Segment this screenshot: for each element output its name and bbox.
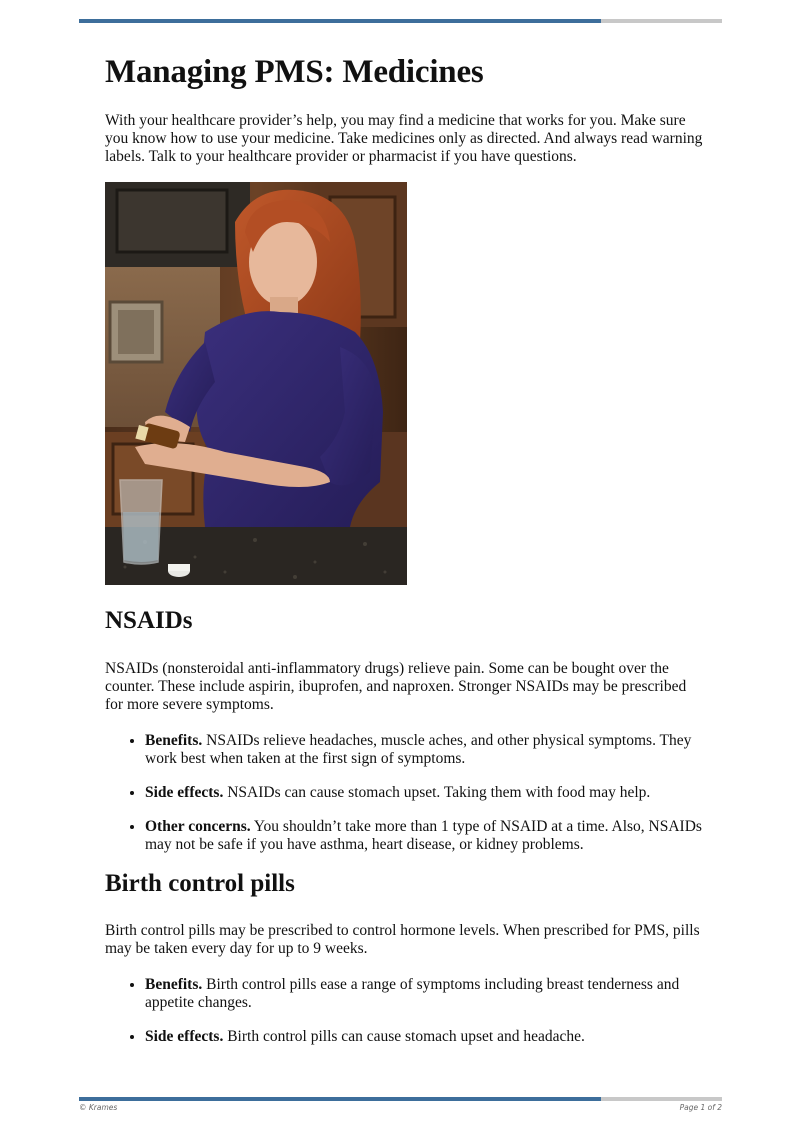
- bullet-label: Side effects.: [145, 1028, 224, 1046]
- list-item: [145, 1028, 705, 1046]
- section-paragraph-birth-control: Birth control pills may be prescribed to control hormone levels. When prescribed for PMS, pills may be taken every day for up to 9 weeks.: [105, 922, 700, 958]
- bullet-text: Birth control pills can cause stomach upset and headache.: [223, 1028, 585, 1046]
- list-item: [145, 818, 705, 854]
- list-item: [145, 784, 705, 802]
- page-number: Page 1 of 2: [679, 1103, 722, 1112]
- top-rule: [79, 19, 722, 23]
- list-item: [145, 976, 705, 1012]
- bullet-label: Benefits.: [145, 976, 203, 994]
- birth-control-list: [105, 976, 705, 1046]
- bullet-label: Other concerns.: [145, 817, 251, 835]
- section-heading-birth-control: Birth control pills: [105, 869, 295, 897]
- intro-paragraph: With your healthcare provider’s help, you may find a medicine that works for you. Make sure you know how to use your medicine. Take medicines only as directed. And always read warning labels. Talk to your healthcare provider or pharmacist if you have questions.: [105, 111, 703, 165]
- page-title: Managing PMS: Medicines: [105, 54, 484, 90]
- copyright-text: © Krames: [79, 1103, 118, 1112]
- bullet-text: Birth control pills ease a range of symptoms including breast tenderness and appetite changes.: [145, 976, 680, 1012]
- section-paragraph-nsaids: NSAIDs (nonsteroidal anti-inflammatory drugs) relieve pain. Some can be bought over the counter. These include aspirin, ibuprofen, and naproxen. Stronger NSAIDs may be prescribed for more severe symptoms.: [105, 659, 687, 713]
- woman-pouring-pills-photo: [105, 182, 407, 585]
- bullet-label: Benefits.: [145, 731, 203, 749]
- nsaids-list: [105, 732, 705, 854]
- bullet-text: NSAIDs relieve headaches, muscle aches, and other physical symptoms. They work best when taken at the first sign of symptoms.: [145, 731, 692, 767]
- bullet-text: NSAIDs can cause stomach upset. Taking them with food may help.: [223, 783, 651, 801]
- section-heading-nsaids: NSAIDs: [105, 606, 193, 634]
- bottom-rule: [79, 1097, 722, 1101]
- bullet-label: Side effects.: [145, 783, 224, 801]
- bullet-text: You shouldn’t take more than 1 type of NSAID at a time. Also, NSAIDs may not be safe if you have asthma, heart disease, or kidney problems.: [145, 817, 702, 853]
- document-body: [105, 54, 705, 1062]
- list-item: [145, 732, 705, 768]
